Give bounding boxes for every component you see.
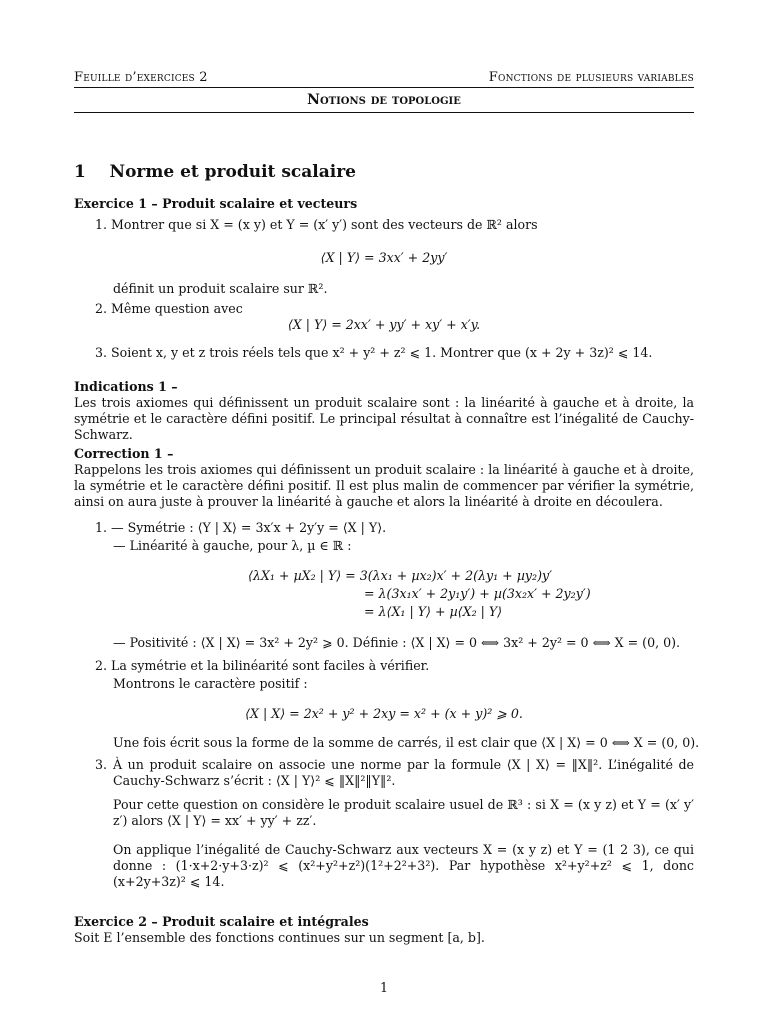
cor-item-3-num: 3. — [95, 757, 108, 772]
cor-formula-2: ⟨X | X⟩ = 2x² + y² + 2xy = x² + (x + y)² ⩾ 0. — [245, 706, 523, 721]
header-left: Feuille d’exercices 2 — [74, 70, 208, 85]
indications-title: Indications 1 – — [74, 379, 178, 394]
cor-item-3-a: À un produit scalaire on associe une norme par la formule ⟨X | X⟩ = ‖X‖². L’inégalité de Cauchy-Schwarz s’écrit : ⟨X | Y⟩² ⩽ ‖X‖²‖Y‖². — [113, 757, 694, 788]
ex1-item-2: 2. Même question avec — [95, 301, 243, 316]
ex1-formula-1: ⟨X | Y⟩ = 3xx′ + 2yy′ — [320, 250, 448, 265]
cor-item-1-symetrie: 1. — Symétrie : ⟨Y | X⟩ = 3x′x + 2y′y = ⟨X | Y⟩. — [95, 520, 387, 535]
page-number: 1 — [379, 980, 388, 995]
cor-align-line-2: = λ(3x₁x′ + 2y₁y′) + µ(3x₂x′ + 2y₂y′) — [364, 586, 591, 601]
correction-intro: Rappelons les trois axiomes qui définissent un produit scalaire : la linéarité à gauche et à droite, la symétrie et le caractère défini positif. Il est plus malin de commencer par vérifier la symétrie, ainsi on aura juste à prouver la linéarité à gauche et alors la linéarité à droite en découlera. — [74, 462, 694, 509]
correction-title: Correction 1 – — [74, 446, 174, 461]
header-rule — [74, 87, 694, 88]
exercise-1-title: Exercice 1 – Produit scalaire et vecteurs — [74, 196, 358, 211]
topic-rule — [74, 112, 694, 113]
cor-item-3-c: On applique l’inégalité de Cauchy-Schwarz aux vecteurs X = (x y z) et Y = (1 2 3), ce qui donne : (1·x+2·y+3·z)² ⩽ (x²+y²+z²)(1²+2²+3²). Par hypothèse x²+y²+z² ⩽ 1, donc (x+2y+3z)² ⩽ 14. — [113, 842, 694, 889]
sheet-topic: Notions de topologie — [307, 92, 461, 108]
exercise-2-title: Exercice 2 – Produit scalaire et intégrales — [74, 914, 369, 929]
ex1-item-1-end: définit un produit scalaire sur ℝ². — [113, 281, 328, 296]
ex1-formula-2: ⟨X | Y⟩ = 2xx′ + yy′ + xy′ + x′y. — [287, 317, 481, 332]
header-right: Fonctions de plusieurs variables — [488, 70, 694, 85]
cor-item-3-b: Pour cette question on considère le produit scalaire usuel de ℝ³ : si X = (x y z) et Y = (x′ y′ z′) alors ⟨X | Y⟩ = xx′ + yy′ + zz′. — [113, 797, 694, 828]
section-title — [74, 162, 356, 182]
exercise-2-text: Soit E l’ensemble des fonctions continues sur un segment [a, b]. — [74, 930, 485, 945]
cor-item-1-positivite: — Positivité : ⟨X | X⟩ = 3x² + 2y² ⩾ 0. Définie : ⟨X | X⟩ = 0 ⟺ 3x² + 2y² = 0 ⟺ X = (0, 0). — [113, 635, 681, 650]
cor-item-2-b: Montrons le caractère positif : — [113, 676, 308, 691]
ex1-item-3: 3. Soient x, y et z trois réels tels que x² + y² + z² ⩽ 1. Montrer que (x + 2y + 3z)² ⩽ 14. — [95, 345, 653, 360]
section-name: Norme et produit scalaire — [109, 162, 356, 182]
cor-item-1-linearite: — Linéarité à gauche, pour λ, µ ∈ ℝ : — [113, 538, 352, 553]
indications-text: Les trois axiomes qui définissent un produit scalaire sont : la linéarité à gauche et à droite, la symétrie et le caractère défini positif. Le principal résultat à connaître est l’inégalité de Cauchy-Schwarz. — [74, 395, 694, 442]
cor-item-2-c: Une fois écrit sous la forme de la somme de carrés, il est clair que ⟨X | X⟩ = 0 ⟺ X = (0, 0). — [113, 735, 700, 750]
cor-item-2: 2. La symétrie et la bilinéarité sont faciles à vérifier. — [95, 658, 430, 673]
cor-align-line-1: ⟨λX₁ + µX₂ | Y⟩ = 3(λx₁ + µx₂)x′ + 2(λy₁ + µy₂)y′ — [248, 568, 552, 583]
section-number: 1 — [74, 162, 86, 182]
cor-align-line-3: = λ⟨X₁ | Y⟩ + µ⟨X₂ | Y⟩ — [364, 604, 503, 619]
ex1-item-1: 1. Montrer que si X = (x y) et Y = (x′ y′) sont des vecteurs de ℝ² alors — [95, 217, 538, 232]
